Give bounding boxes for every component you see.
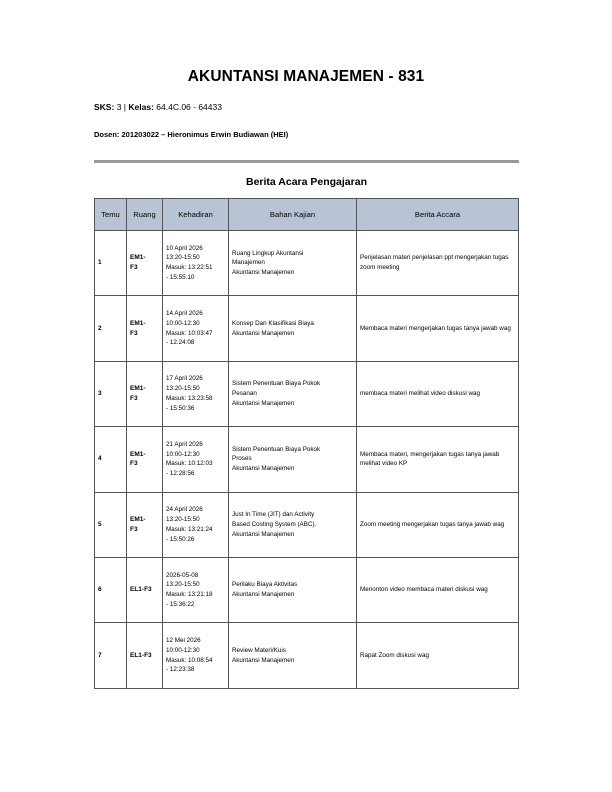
bahan-line: Proses [232,455,252,463]
bahan-line: Based Costing System (ABC). [232,520,317,528]
table-row [95,492,519,557]
table-row [95,427,519,492]
kehadiran-line: 13:20-15:50 [166,515,200,523]
page-title: AKUNTANSI MANAJEMEN - 831 [187,68,425,85]
cell-berita-acara [357,557,519,622]
cell-berita-acara [357,296,519,361]
kelas-label: Kelas: [128,102,154,112]
berita-text: Menonton video membaca materi diskusi wag [360,586,488,594]
cell-temu: 4 [95,427,127,492]
kehadiran-line: 10:00-12:30 [166,646,200,654]
cell-kehadiran [163,492,229,557]
kehadiran-line: 13:20-15:50 [166,581,200,589]
cell-ruang [127,296,163,361]
kehadiran-line: 17 April 2026 [166,375,203,383]
cell-bahan-kajian [229,492,357,557]
kehadiran-line: Masuk: 10:03:47 [166,329,213,337]
berita-text: Rapat Zoom diskusi wag [360,651,429,659]
cell-kehadiran [163,231,229,296]
header-ruang: Ruang [127,199,163,231]
cell-ruang [127,231,163,296]
bahan-line: Pesanan [232,390,257,398]
bahan-line: Akuntansi Manajemen [232,656,295,664]
kehadiran-line: Masuk: 10:12:03 [166,460,213,468]
kehadiran-line: Masuk: 13:22:51 [166,264,213,272]
cell-berita-acara [357,361,519,426]
header-divider [94,160,519,163]
kehadiran-line: 10:00-12:30 [166,319,200,327]
table-row [95,231,519,296]
meta-separator: | [123,102,127,112]
berita-text: Zoom meeting mengerjakan tugas tanya jawab wag [360,520,505,528]
kehadiran-line: 13:20-15:50 [166,254,200,262]
table-row [95,557,519,622]
cell-bahan-kajian [229,231,357,296]
ruang-line: EL1-F3 [130,586,152,594]
sks-value: 3 [116,102,122,112]
cell-berita-acara [357,231,519,296]
kehadiran-line: - 12:24:08 [166,339,195,347]
kehadiran-line: - 12:23:38 [166,666,195,674]
course-meta [94,102,222,112]
kehadiran-line: - 12:28:56 [166,470,195,478]
bahan-line: Akuntansi Manajemen [232,530,295,538]
ruang-line: F3 [130,394,138,402]
cell-temu: 3 [95,361,127,426]
bahan-line: Sistem Penentuan Biaya Pokok [232,380,321,388]
bahan-line: Review Materi/Kuis [232,646,286,654]
header-kehadiran: Kehadiran [163,199,229,231]
berita-text: membaca materi melihat video diskusi wag [360,390,481,398]
teaching-record-table [94,198,519,689]
cell-ruang [127,557,163,622]
table-title: Berita Acara Pengajaran [245,176,367,188]
kelas-value: 64.4C.06 - 64433 [156,102,222,112]
cell-kehadiran [163,623,229,688]
ruang-line: F3 [130,329,138,337]
bahan-line: Akuntansi Manajemen [232,329,295,337]
cell-ruang [127,492,163,557]
cell-berita-acara [357,492,519,557]
table-header-row [95,199,519,231]
ruang-line: EM1- [130,254,146,262]
bahan-line: Manajemen [232,259,265,267]
ruang-line: EM1- [130,385,146,393]
kehadiran-line: 12 Mei 2026 [166,636,201,644]
kehadiran-line: 10:00-12:30 [166,450,200,458]
ruang-line: EM1- [130,319,146,327]
cell-kehadiran [163,361,229,426]
kehadiran-line: 14 April 2026 [166,309,203,317]
berita-text: Penjelasan materi penjelasan ppt mengerjakan tugas zoom meeting [360,254,509,272]
kehadiran-line: - 15:50:36 [166,404,195,412]
berita-text: Membaca materi mengerjakan tugas tanya jawab wag [360,324,511,332]
kehadiran-line: 2026-05-08 [166,571,199,579]
cell-berita-acara [357,427,519,492]
kehadiran-line: - 15:50:26 [166,535,195,543]
kehadiran-line: Masuk: 13:21:24 [166,525,213,533]
cell-temu: 6 [95,557,127,622]
cell-kehadiran [163,557,229,622]
header-temu: Temu [95,199,127,231]
bahan-line: Just In Time (JIT) dan Activity [232,511,315,519]
table-row [95,623,519,688]
cell-bahan-kajian [229,296,357,361]
cell-kehadiran [163,427,229,492]
bahan-line: Konsep Dan Klasifikasi Biaya [232,319,314,327]
cell-temu: 1 [95,231,127,296]
cell-ruang [127,361,163,426]
ruang-line: EM1- [130,450,146,458]
kehadiran-line: Masuk: 13:23:58 [166,394,213,402]
ruang-line: F3 [130,460,138,468]
table-row [95,296,519,361]
cell-berita-acara [357,623,519,688]
ruang-line: F3 [130,525,138,533]
kehadiran-line: - 15:55:10 [166,273,195,281]
cell-temu: 7 [95,623,127,688]
bahan-line: Ruang Lingkup Akuntansi [232,249,304,257]
kehadiran-line: 24 April 2026 [166,506,203,514]
kehadiran-line: 13:20-15:50 [166,385,200,393]
cell-temu: 5 [95,492,127,557]
cell-bahan-kajian [229,427,357,492]
header-bahan-kajian: Bahan Kajian [229,199,357,231]
bahan-line: Akuntansi Manajemen [232,591,295,599]
header-berita-acara: Berita Accara [357,199,519,231]
table-row [95,361,519,426]
lecturer-line: Dosen: 201203022 – Hieronimus Erwin Budiawan (HEI) [94,130,289,139]
ruang-line: EL1-F3 [130,651,152,659]
kehadiran-line: Masuk: 13:21:18 [166,591,213,599]
bahan-line: Akuntansi Manajemen [232,269,295,277]
ruang-line: F3 [130,264,138,272]
cell-ruang [127,427,163,492]
bahan-line: Akuntansi Manajemen [232,465,295,473]
kehadiran-line: - 15:36:22 [166,600,195,608]
bahan-line: Akuntansi Manajemen [232,399,295,407]
cell-bahan-kajian [229,623,357,688]
kehadiran-line: 10 April 2026 [166,244,203,252]
berita-text: Membaca materi, mengerjakan tugas tanya jawab melihat video KP [360,450,500,468]
cell-temu: 2 [95,296,127,361]
bahan-line: Perilaku Biaya Aktivitas [232,581,298,589]
kehadiran-line: 21 April 2026 [166,440,203,448]
cell-bahan-kajian [229,361,357,426]
sks-label: SKS: [94,102,115,112]
cell-kehadiran [163,296,229,361]
bahan-line: Sistem Penentuan Biaya Pokok [232,445,321,453]
ruang-line: EM1- [130,515,146,523]
cell-bahan-kajian [229,557,357,622]
kehadiran-line: Masuk: 10:08:54 [166,656,213,664]
cell-ruang [127,623,163,688]
